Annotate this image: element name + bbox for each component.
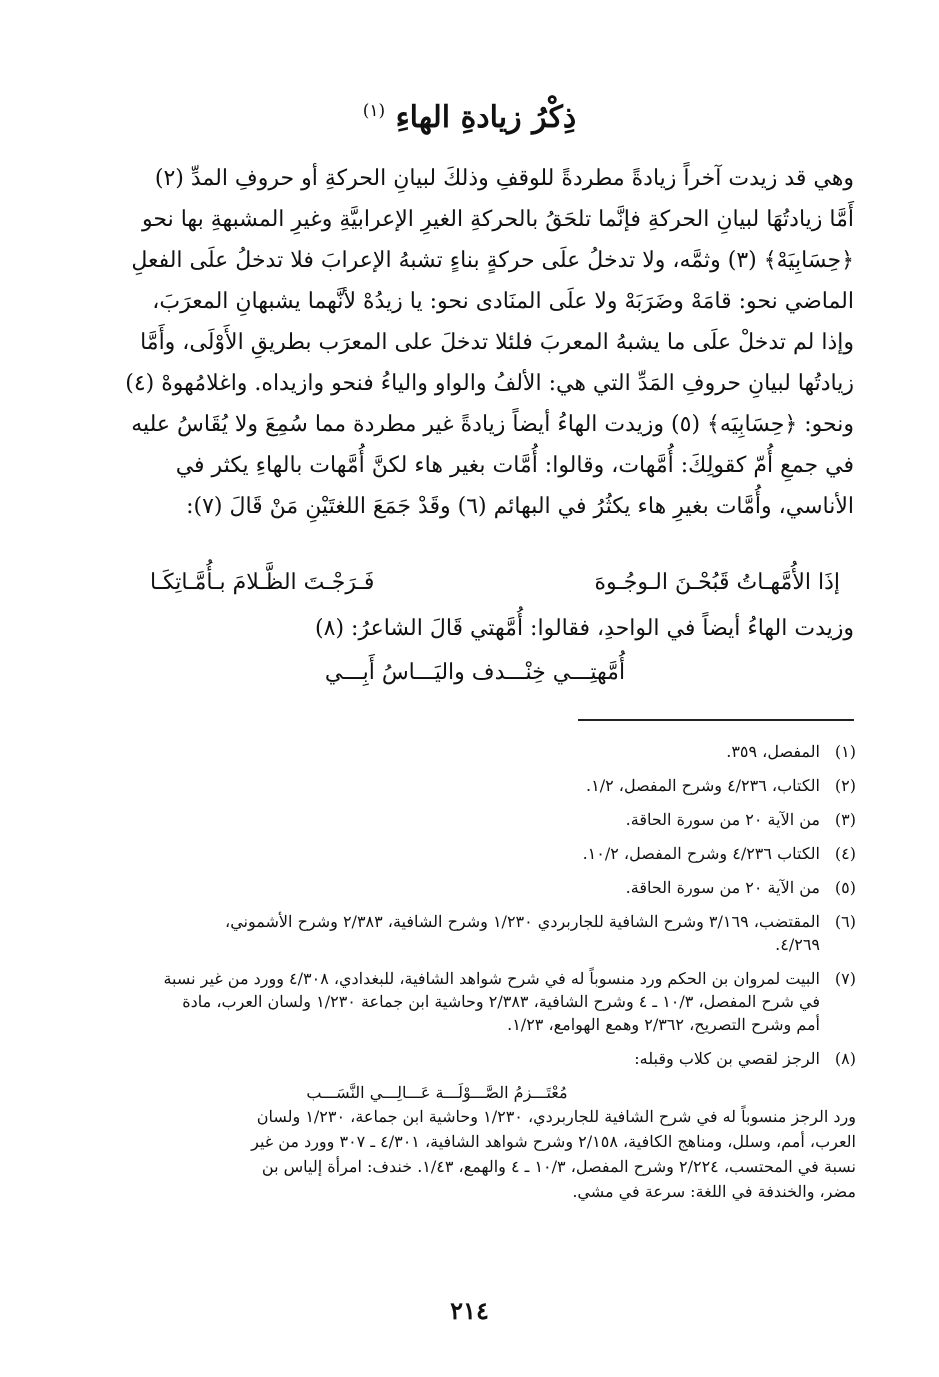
footnote-text: نسبة في المحتسب، ٢/٢٢٤ وشرح المفصل، ١٠/٣ ـ ٤ والهمع، ١/٤٣. خندف: امرأة إلياس بن <box>261 1157 856 1176</box>
verse-first-hemistich: إذَا الأُمَّهـاتُ قَبُحْـنَ الـوجُـوهَ <box>594 570 840 595</box>
footnote-verse: مُعْتَـــزمُ الصَّـــوْلَـــة عَـــالِـــي النَّسَـــب <box>306 1083 568 1102</box>
footnote-continuation <box>78 1104 856 1204</box>
text-line: ونحو: ﴿حِسَابِيَه﴾ (٥) وزيدت الهاءُ أيضاً زيادةً غير مطردة مما سُمِعَ ولا يُقَاسُ عليه <box>131 412 854 437</box>
footnote-item <box>78 842 856 865</box>
footnote-number: (٤) <box>834 844 856 863</box>
footnote-text: ٤/٢٦٩. <box>775 935 820 954</box>
footnote-item <box>78 910 856 956</box>
text-line: زيادتُها لبيانِ حروفِ المَدِّ التي هي: الألفُ والواو والياءُ فنحو وازيداه. واغلامُهوهْ (٤) <box>125 371 854 396</box>
footnote-number: (٦) <box>834 912 856 931</box>
footnote-text: أمم وشرح التصريح، ٢/٣٦٢ وهمع الهوامع، ١/٢٣. <box>507 1015 820 1034</box>
page-number: ٢١٤ <box>450 1296 489 1325</box>
footnote-text: من الآية ٢٠ من سورة الحاقة. <box>625 810 820 829</box>
footnote-text: العرب، أمم، وسلل، ومناهج الكافية، ٢/١٥٨ وشرح شواهد الشافية، ٤/٣٠١ ـ ٣٠٧ وورد من غير <box>251 1132 856 1151</box>
footnote-item <box>78 876 856 899</box>
footnote-text: الرجز لقصي بن كلاب وقبله: <box>634 1049 820 1068</box>
footnote-text: المفصل، ٣٥٩. <box>726 742 820 761</box>
heading-footnote-ref: (١) <box>362 101 386 121</box>
footnote-separator <box>578 719 854 721</box>
footnote-text: ورد الرجز منسوباً له في شرح الشافية للجاربردي، ١/٢٣٠ وحاشية ابن جماعة، ١/٢٣٠ ولسان <box>256 1107 856 1126</box>
footnote-text: مضر، والخندفة في اللغة: سرعة في مشي. <box>572 1182 856 1201</box>
main-text <box>78 158 854 527</box>
footnote-number: (٨) <box>834 1049 856 1068</box>
footnote-text: البيت لمروان بن الحكم ورد منسوباً له في شرح شواهد الشافية، للبغدادي، ٤/٣٠٨ وورد من غير نسبة <box>163 969 820 988</box>
footnote-item <box>78 967 856 1036</box>
footnote-text: الكتاب، ٤/٢٣٦ وشرح المفصل، ١/٢. <box>586 776 820 795</box>
footnote-item <box>78 774 856 797</box>
text-line: الماضي نحو: قامَهْ وضَرَبَهْ ولا علَى المنَادى نحو: يا زيدُهْ لأنَّهما يشبهانِ المعرَبَ، <box>152 289 854 314</box>
footnote-text: في شرح المفصل، ١٠/٣ ـ ٤ وشرح الشافية، ٢/٣٨٣ وحاشية ابن جماعة ١/٢٣٠ ولسان العرب، مادة <box>182 992 820 1011</box>
poetry-verse <box>150 570 840 595</box>
text-line: في جمعِ أُمّ كقولِكَ: أُمَّهات، وقالوا: أُمَّات بغير هاء لكنَّ أُمَّهات بالهاءِ يكثر في <box>175 453 854 478</box>
footnote-item <box>78 808 856 831</box>
poetry-verse-single: أُمَّهتِـــي خِنْـــدف واليَـــاسُ أَبِـــي <box>324 660 626 685</box>
footnote-text: الكتاب ٤/٢٣٦ وشرح المفصل، ١٠/٢. <box>582 844 820 863</box>
footnote-number: (٧) <box>834 969 856 988</box>
text-line: أَمَّا زيادتُهَا لبيانِ الحركةِ فإنَّما تلحَقُ بالحركةِ الغيرِ الإعرابيَّةِ وغيرِ المشبهةِ بها نحو <box>142 207 854 232</box>
text-line: وهي قد زيدت آخراً زيادةً مطردةً للوقفِ وذلكَ لبيانِ الحركةِ أو حروفِ المدِّ (٢) <box>154 166 854 191</box>
footnote-text: المقتضب، ٣/١٦٩ وشرح الشافية للجاربردي ١/٢٣٠ وشرح الشافية، ٢/٣٨٣ وشرح الأشموني، <box>225 912 820 931</box>
footnote-text: من الآية ٢٠ من سورة الحاقة. <box>625 878 820 897</box>
text-line: الأناسي، وأُمَّات بغيرِ هاء يكثُرُ في البهائم (٦) وقَدْ جَمَعَ اللغتَيْنِ مَنْ قَالَ (٧): <box>186 494 854 519</box>
footnote-number: (١) <box>834 742 856 761</box>
footnote-number: (٥) <box>834 878 856 897</box>
footnote-item <box>78 740 856 763</box>
text-line: وزيدت الهاءُ أيضاً في الواحدِ، فقالوا: أُمَّهتي قَالَ الشاعرُ: (٨) <box>315 616 854 641</box>
footnote-item <box>78 1047 856 1070</box>
footnote-number: (٣) <box>834 810 856 829</box>
footnotes <box>78 740 856 1204</box>
section-heading <box>0 100 939 135</box>
heading-title: ذِكْرُ زيادةِ الهاءِ <box>395 100 577 135</box>
verse-second-hemistich: فَـرَجْـتَ الظَّـلامَ بـأُمَّـاتِكَـا <box>150 570 375 595</box>
text-line: وإذا لم تدخلْ علَى ما يشبهُ المعربَ فلئلا تدخلَ على المعرَب بطريقِ الأَوْلَى، وأَمَّا <box>140 330 854 355</box>
text-line: ﴿حِسَابِيَهْ﴾ (٣) وثمَّه، ولا تدخلُ علَى حركةٍ بناءٍ تشبهُ الإعرابَ فلا تدخلُ علَى الفعلِ <box>131 248 854 273</box>
footnote-number: (٢) <box>834 776 856 795</box>
